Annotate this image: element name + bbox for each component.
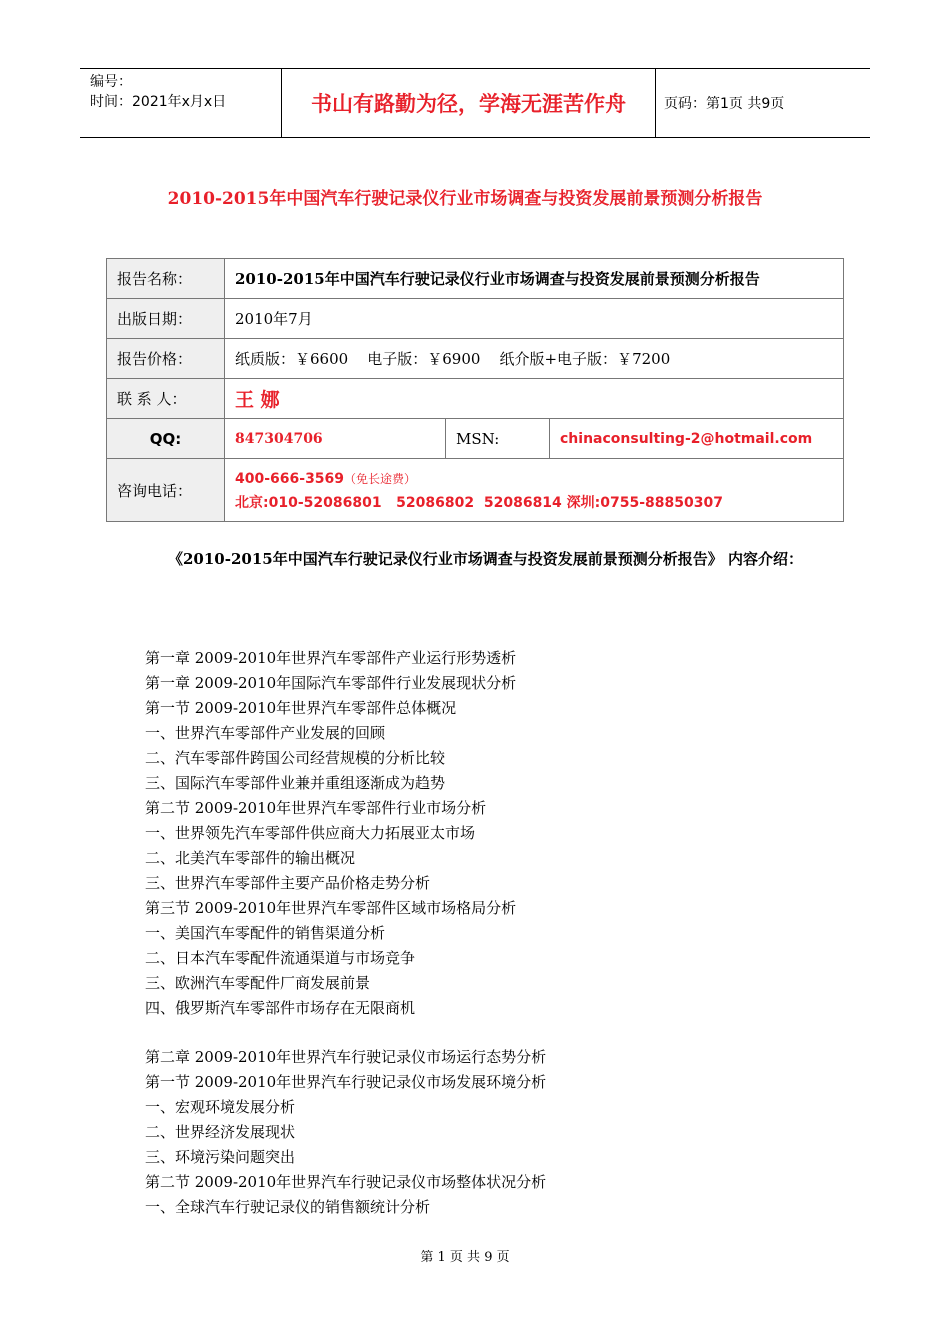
header-number: 编号： [90, 74, 132, 90]
publish-date-value: 2010年7月 [225, 299, 844, 339]
table-of-contents [145, 646, 546, 1220]
phone-other: 北京:010-52086801 52086802 52086814 深圳:0755-88850307 [235, 494, 723, 511]
toc-spacer [145, 1021, 546, 1045]
toc-item: 二、汽车零部件跨国公司经营规模的分析比较 [145, 749, 446, 767]
report-name-value: 2010-2015年中国汽车行驶记录仪行业市场调查与投资发展前景预测分析报告 [225, 259, 844, 299]
info-row-price [107, 339, 844, 379]
toc-item: 一、世界领先汽车零部件供应商大力拓展亚太市场 [145, 824, 476, 842]
info-row-contact [107, 379, 844, 419]
toc-item: 二、北美汽车零部件的输出概况 [145, 849, 356, 867]
toc-item: 第三节 2009-2010年世界汽车零部件区域市场格局分析 [145, 899, 517, 917]
toc-item: 一、宏观环境发展分析 [145, 1098, 296, 1116]
toc-item: 三、环境污染问题突出 [145, 1148, 296, 1166]
page-footer: 第 1 页 共 9 页 [420, 1250, 510, 1265]
phone-label: 咨询电话： [107, 459, 225, 522]
toc-item: 一、美国汽车零配件的销售渠道分析 [145, 924, 386, 942]
report-name-label: 报告名称： [107, 259, 225, 299]
qq-value: 847304706 [225, 419, 446, 459]
toc-item: 三、世界汽车零部件主要产品价格走势分析 [145, 874, 431, 892]
toc-item: 二、世界经济发展现状 [145, 1123, 296, 1141]
report-info-table [106, 258, 844, 522]
toc-item: 第一章 2009-2010年世界汽车零部件产业运行形势透析 [145, 649, 517, 667]
toc-item: 一、世界汽车零部件产业发展的回顾 [145, 724, 386, 742]
info-row-qq [107, 419, 844, 459]
qq-label: QQ: [107, 419, 225, 459]
price-label: 报告价格： [107, 339, 225, 379]
header-meta [80, 69, 280, 137]
phone-cell [225, 459, 844, 522]
toc-item: 第一章 2009-2010年国际汽车零部件行业发展现状分析 [145, 674, 517, 692]
toc-item: 第二章 2009-2010年世界汽车行驶记录仪市场运行态势分析 [145, 1048, 547, 1066]
msn-label: MSN: [446, 419, 550, 459]
toc-item: 第一节 2009-2010年世界汽车零部件总体概况 [145, 699, 457, 717]
phone-note: （免长途费） [344, 471, 417, 486]
toc-item: 四、俄罗斯汽车零部件市场存在无限商机 [145, 999, 416, 1017]
header-motto: 书山有路勤为径，学海无涯苦作舟 [281, 69, 656, 137]
toc-item: 三、国际汽车零部件业兼并重组逐渐成为趋势 [145, 774, 446, 792]
info-row-phone [107, 459, 844, 522]
info-row-name [107, 259, 844, 299]
toc-item: 三、欧洲汽车零配件厂商发展前景 [145, 974, 371, 992]
toc-item: 第二节 2009-2010年世界汽车零部件行业市场分析 [145, 799, 487, 817]
toc-item: 第二节 2009-2010年世界汽车行驶记录仪市场整体状况分析 [145, 1173, 547, 1191]
header-time: 时间：2021年x月x日 [90, 94, 227, 110]
phone-main: 400-666-3569 [235, 470, 345, 487]
price-value: 纸质版：￥6600 电子版：￥6900 纸介版+电子版：￥7200 [225, 339, 844, 379]
toc-item: 一、全球汽车行驶记录仪的销售额统计分析 [145, 1198, 431, 1216]
msn-value[interactable]: chinaconsulting-2@hotmail.com [550, 419, 844, 459]
contact-value: 王 娜 [225, 379, 844, 419]
toc-item: 第一节 2009-2010年世界汽车行驶记录仪市场发展环境分析 [145, 1073, 547, 1091]
page-header [80, 68, 870, 138]
header-page-code: 页码：第1页 共9页 [664, 96, 785, 112]
toc-item: 二、日本汽车零配件流通渠道与市场竞争 [145, 949, 416, 967]
info-row-date [107, 299, 844, 339]
publish-date-label: 出版日期： [107, 299, 225, 339]
report-title: 2010-2015年中国汽车行驶记录仪行业市场调查与投资发展前景预测分析报告 [167, 189, 763, 209]
contact-label: 联 系 人： [107, 379, 225, 419]
intro-text: 《2010-2015年中国汽车行驶记录仪行业市场调查与投资发展前景预测分析报告》 内容介绍： [168, 550, 803, 568]
